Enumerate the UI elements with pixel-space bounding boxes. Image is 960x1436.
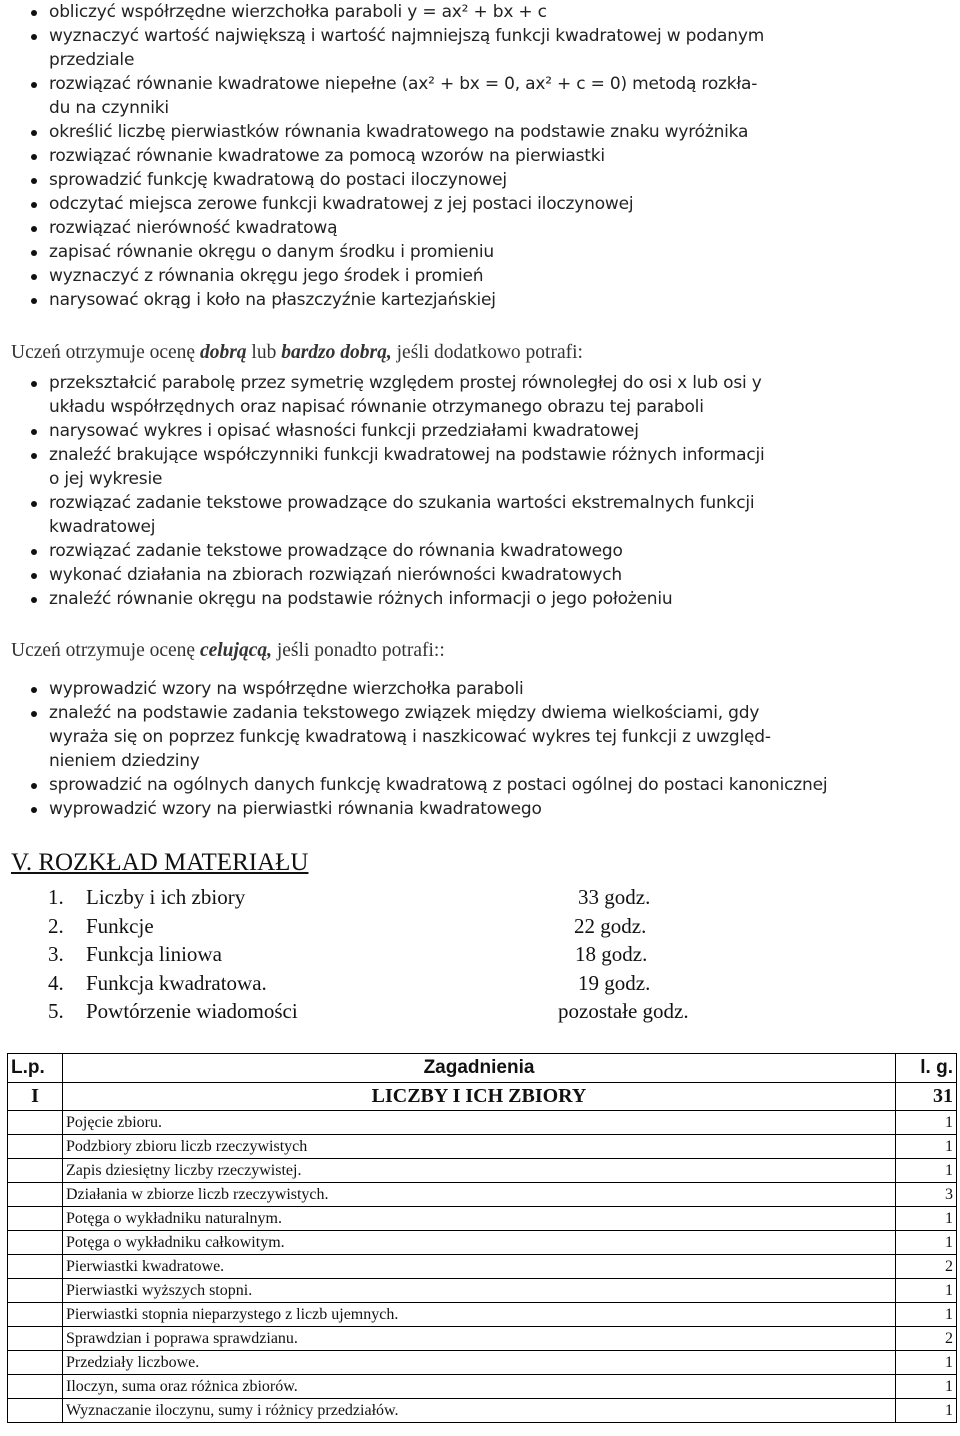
bullet-icon [31,82,37,88]
material-distribution-list [48,883,748,1026]
grade-good-label: dobrą [199,342,247,363]
list-item: narysować okrąg i koło na płaszczyźnie kartezjańskiej [22,288,764,312]
grade-excellent-label: celującą, [199,640,272,661]
bullet-icon [31,250,37,256]
list-item: obliczyć współrzędne wierzchołka paraboli y = ax² + bx + c [22,0,764,24]
table-row: Przedziały liczbowe. 1 [8,1351,957,1375]
bullet-icon [31,573,37,579]
group-number: I [8,1083,63,1111]
table-group-row [8,1083,957,1111]
bullet-icon [31,178,37,184]
list-item: rozwiązać równanie kwadratowe niepełne (ax² + bx = 0, ax² + c = 0) metodą rozkła- [22,72,764,96]
list-item: znaleźć brakujące współczynniki funkcji kwadratowej na podstawie różnych informacji [22,443,765,467]
table-row: Zapis dziesiętny liczby rzeczywistej. 1 [8,1159,957,1183]
bullet-icon [31,130,37,136]
bullet-icon [31,711,37,717]
list-item: sprowadzić na ogólnych danych funkcję kwadratową z postaci ogólnej do postaci kanonicznej [22,773,827,797]
bullet-icon [31,381,37,387]
list-item-continuation: kwadratowej [49,517,156,537]
list-item-continuation: przedziale [49,50,135,70]
grade-excellent-intro: Uczeń otrzymuje ocenę celującą, jeśli ponadto potrafi:: [11,640,445,661]
table-row: Pojęcie zbioru. 1 [8,1111,957,1135]
bullet-icon [31,807,37,813]
list-item: wykonać działania na zbiorach rozwiązań nierówności kwadratowych [22,563,765,587]
table-row: Potęga o wykładniku całkowitym. 1 [8,1231,957,1255]
list-item: określić liczbę pierwiastków równania kwadratowego na podstawie znaku wyróżnika [22,120,764,144]
group-title: LICZBY I ICH ZBIORY [63,1083,896,1111]
bullet-icon [31,34,37,40]
list-item-continuation: o jej wykresie [49,469,163,489]
list-item: wyznaczyć z równania okręgu jego środek i promień [22,264,764,288]
list-item: rozwiązać nierówność kwadratową [22,216,764,240]
table-row: Pierwiastki kwadratowe. 2 [8,1255,957,1279]
list-item-continuation: nieniem dziedziny [49,751,200,771]
table-row: Potęga o wykładniku naturalnym. 1 [8,1207,957,1231]
list-item-continuation: układu współrzędnych oraz napisać równanie otrzymanego obrazu tej paraboli [49,397,704,417]
skills-list-sufficient [22,0,764,312]
list-item: rozwiązać zadanie tekstowe prowadzące do równania kwadratowego [22,539,765,563]
bullet-icon [31,274,37,280]
table-row: Wyznaczanie iloczynu, sumy i różnicy przedziałów. 1 [8,1399,957,1423]
section-heading: V. ROZKŁAD MATERIAŁU [11,849,309,876]
list-item: znaleźć na podstawie zadania tekstowego związek między dwiema wielkościami, gdy [22,701,827,725]
skills-list-good [22,371,765,611]
list-item: narysować wykres i opisać własności funkcji przedziałami kwadratowej [22,419,765,443]
bullet-icon [31,453,37,459]
table-row: Iloczyn, suma oraz różnica zbiorów. 1 [8,1375,957,1399]
syllabus-table [7,1053,957,1423]
table-row: Działania w zbiorze liczb rzeczywistych. 3 [8,1183,957,1207]
toc-row: 2. Funkcje 22 godz. [48,913,647,938]
group-hours: 31 [896,1083,957,1111]
list-item: wyprowadzić wzory na pierwiastki równania kwadratowego [22,797,827,821]
bullet-icon [31,687,37,693]
bullet-icon [31,549,37,555]
list-item: rozwiązać zadanie tekstowe prowadzące do szukania wartości ekstremalnych funkcji [22,491,765,515]
bullet-icon [31,783,37,789]
bullet-icon [31,226,37,232]
list-item-continuation: wyraża się on poprzez funkcję kwadratową i naszkicować wykres tej funkcji z uwzględ- [49,727,771,747]
bullet-icon [31,10,37,16]
bullet-icon [31,597,37,603]
bullet-icon [31,202,37,208]
list-item: wyprowadzić wzory na współrzędne wierzchołka paraboli [22,677,827,701]
toc-row: 3. Funkcja liniowa 18 godz. [48,942,648,966]
header-lp: L.p. [8,1054,63,1083]
grade-very-good-label: bardzo dobrą, [281,342,392,363]
table-row: Pierwiastki stopnia nieparzystego z liczb ujemnych. 1 [8,1303,957,1327]
bullet-icon [31,501,37,507]
header-hours: l. g. [896,1054,957,1083]
table-row: Sprawdzian i poprawa sprawdzianu. 2 [8,1327,957,1351]
toc-row: 5. Powtórzenie wiadomości pozostałe godz. [48,999,689,1023]
header-topics: Zagadnienia [63,1054,896,1083]
toc-row: 1. Liczby i ich zbiory 33 godz. [48,885,651,909]
bullet-icon [31,154,37,160]
table-row: Podzbiory zbioru liczb rzeczywistych 1 [8,1135,957,1159]
bullet-icon [31,429,37,435]
list-item: odczytać miejsca zerowe funkcji kwadratowej z jej postaci iloczynowej [22,192,764,216]
bullet-icon [31,298,37,304]
list-item: rozwiązać równanie kwadratowe za pomocą wzorów na pierwiastki [22,144,764,168]
toc-row: 4. Funkcja kwadratowa. 19 godz. [48,970,651,995]
list-item: znaleźć równanie okręgu na podstawie różnych informacji o jego położeniu [22,587,765,611]
list-item: przekształcić parabolę przez symetrię względem prostej równoległej do osi x lub osi y [22,371,765,395]
grade-good-intro: Uczeń otrzymuje ocenę dobrą lub bardzo dobrą, jeśli dodatkowo potrafi: [11,342,583,363]
list-item: wyznaczyć wartość największą i wartość najmniejszą funkcji kwadratowej w podanym [22,24,764,48]
list-item-continuation: du na czynniki [49,98,169,118]
list-item: sprowadzić funkcję kwadratową do postaci iloczynowej [22,168,764,192]
table-row: Pierwiastki wyższych stopni. 1 [8,1279,957,1303]
skills-list-excellent [22,677,827,821]
table-header-row [8,1054,957,1083]
list-item: zapisać równanie okręgu o danym środku i promieniu [22,240,764,264]
